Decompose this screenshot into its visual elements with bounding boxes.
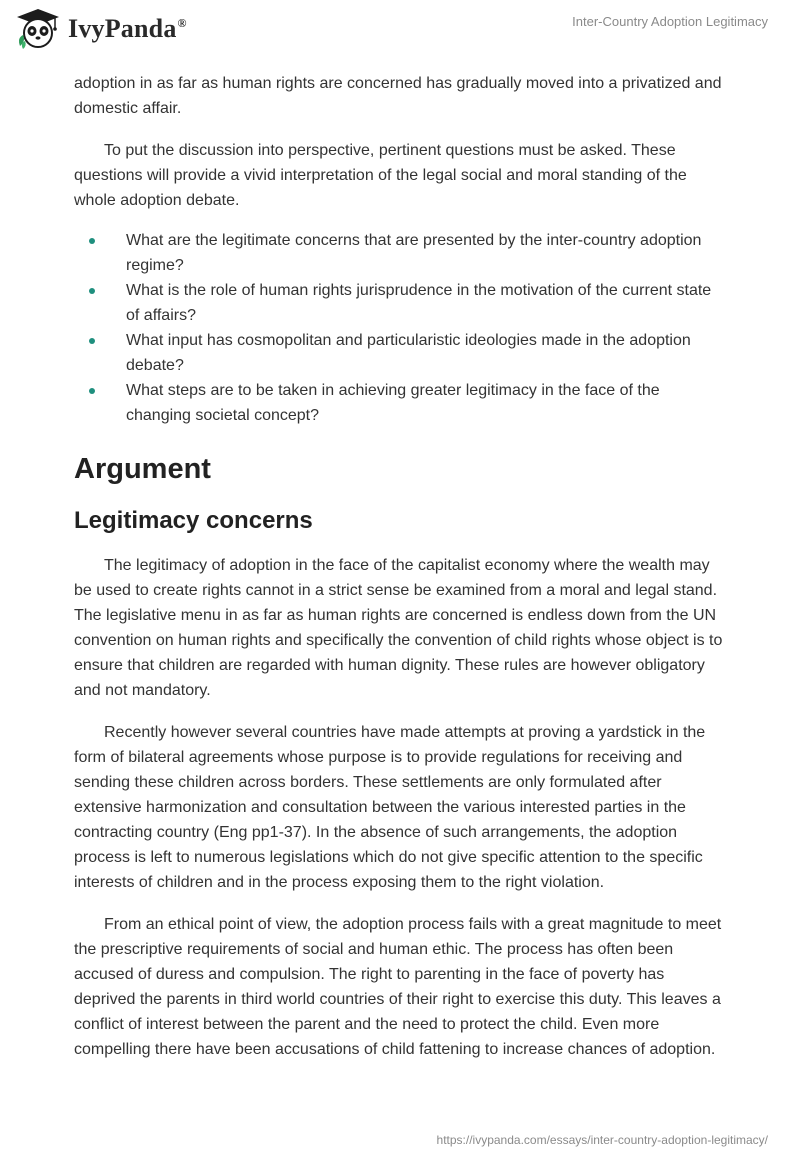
paragraph-continued: adoption in as far as human rights are concerned has gradually moved into a privatized and domestic affair. xyxy=(74,75,722,117)
paragraph-legitimacy-1: The legitimacy of adoption in the face of the capitalist economy where the wealth may be used to create rights cannot in a strict sense be examined from a moral and legal stand. The legislative menu in as far as human rights are concerned is endless down from the UN convention on human rights and specifically the convention of child rights whose object is to ensure that children are regarded with human dignity. These rules are however obligatory and not mandatory. xyxy=(74,557,723,699)
document-title: Inter-Country Adoption Legitimacy xyxy=(572,14,768,29)
heading-argument: Argument xyxy=(74,453,211,485)
list-item: What are the legitimate concerns that are presented by the inter-country adoption regime? xyxy=(74,228,724,278)
bullet-icon xyxy=(89,388,95,394)
bullet-icon xyxy=(89,288,95,294)
heading-legitimacy-concerns: Legitimacy concerns xyxy=(74,507,313,534)
panda-mascot-icon xyxy=(14,8,62,50)
brand-name: IvyPanda® xyxy=(68,14,187,43)
paragraph-legitimacy-3: From an ethical point of view, the adoption process fails with a great magnitude to meet the prescriptive requirements of social and human ethic. The process has often been accused of duress and compulsion. The right to parenting in the face of poverty has deprived the parents in third world countries of their right to exercise this duty. This leaves a conflict of interest between the parent and the need to protect the child. Even more compelling there have been accusations of child fattening to increase chances of adoption. xyxy=(74,916,722,1058)
essay-content xyxy=(74,71,724,1079)
list-item: What steps are to be taken in achieving greater legitimacy in the face of the changing societal concept? xyxy=(74,378,724,428)
list-item: What input has cosmopolitan and particularistic ideologies made in the adoption debate? xyxy=(74,328,724,378)
paragraph-perspective: To put the discussion into perspective, pertinent questions must be asked. These questions will provide a vivid interpretation of the legal social and moral standing of the whole adoption debate. xyxy=(74,142,687,209)
brand-logo[interactable] xyxy=(14,8,187,50)
footer-url[interactable]: https://ivypanda.com/essays/inter-country-adoption-legitimacy/ xyxy=(436,1133,768,1147)
list-item: What is the role of human rights jurisprudence in the motivation of the current state of affairs? xyxy=(74,278,724,328)
page-header xyxy=(0,0,800,70)
bullet-icon xyxy=(89,338,95,344)
bullet-icon xyxy=(89,238,95,244)
paragraph-legitimacy-2: Recently however several countries have made attempts at proving a yardstick in the form of bilateral agreements whose purpose is to provide regulations for receiving and sending these children across borders. These settlements are only formulated after extensive harmonization and consultation between the various interested parties in the contracting country (Eng pp1-37). In the absence of such arrangements, the adoption process is left to numerous legislations which do not give specific attention to the specific interests of children and in the process exposing them to the right violation. xyxy=(74,724,706,891)
questions-list xyxy=(74,228,724,428)
